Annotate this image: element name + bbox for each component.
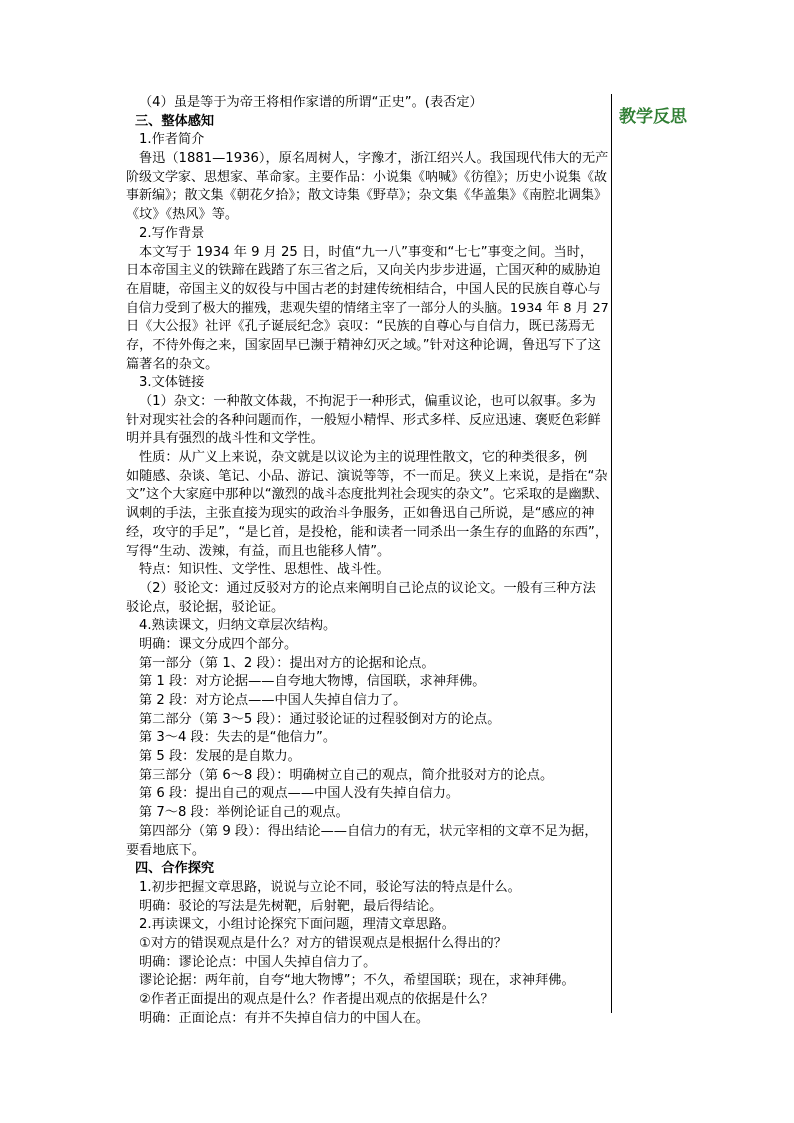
text-line: 如随感、杂谈、笔记、小品、游记、演说等等，不一而足。狭义上来说，是指在“杂 [126,468,608,484]
text-line: 阶级文学家、思想家、革命家。主要作品：小说集《呐喊》《彷徨》；历史小说集《故 [126,169,608,185]
text-line: 特点：知识性、文学性、思想性、战斗性。 [139,562,390,578]
text-line: 写得“生动、泼辣，有益，而且也能移人情”。 [126,543,391,559]
text-line: 第二部分（第 3～5 段）：通过驳论证的过程驳倒对方的论点。 [139,711,501,727]
section-heading: 四、合作探究 [135,861,215,877]
text-line: 针对现实社会的各种问题而作，一般短小精悍、形式多样、反应迅速、褒贬色彩鲜 [126,412,601,428]
text-line: 1.初步把握文章思路，说说与立论不同，驳论写法的特点是什么。 [139,879,521,895]
text-line: 4.熟读课文，归纳文章层次结构。 [139,618,337,634]
text-line: 1.作者简介 [139,132,205,148]
column-divider [611,94,612,1013]
text-line: 第 2 段：对方论点——中国人失掉自信力了。 [139,693,407,708]
text-line: 自信力受到了极大的摧残，悲观失望的情绪主宰了一部分人的头脑。1934 年 8 月 27 [126,300,609,316]
text-line: 日《大公报》社评《孔子诞辰纪念》哀叹：“民族的自尊心与自信力，既已荡焉无 [126,319,595,335]
text-line: 在眉睫，帝国主义的奴役与中国古老的封建传统相结合，中国人民的民族自尊心与 [126,281,601,297]
text-line: 本文写于 1934 年 9 月 25 日，时值“九一八”事变和“七七”事变之间。当时， [139,244,594,260]
text-line: 第 7～8 段：举例论证自己的观点。 [139,805,349,821]
text-line: 《坟》《热风》等。 [126,207,239,223]
text-line: 存，不待外侮之来，国家固早已濒于精神幻灭之域。”针对这种论调，鲁迅写下了这 [126,337,601,353]
text-line: 第 3～4 段：失去的是“他信力”。 [139,730,337,746]
text-line: 要看地底下。 [126,842,206,858]
text-line: 驳论点，驳论据，驳论证。 [126,599,285,615]
text-line: 第 1 段：对方论据——自夸地大物博，信国联，求神拜佛。 [139,674,486,690]
text-line: 鲁迅（1881—1936），原名周树人，字豫才，浙江绍兴人。我国现代伟大的无产 [139,151,609,167]
text-line: 明确：谬论论点：中国人失掉自信力了。 [139,954,377,970]
text-line: 明并具有强烈的战斗性和文学性。 [126,431,324,447]
text-line: 第三部分（第 6～8 段）：明确树立自己的观点，简介批驳对方的论点。 [139,767,554,783]
text-line: 谬论论据：两年前，自夸“地大物博”；不久，希望国联；现在，求神拜佛。 [139,973,575,989]
text-line: 第 6 段：提出自己的观点——中国人没有失掉自信力。 [139,786,460,802]
text-line: 篇著名的杂文。 [126,356,219,372]
text-line: 3.文体链接 [139,375,205,391]
text-line: 经，攻守的手足”，“是匕首，是投枪，能和读者一同杀出一条生存的血路的东西”， [126,524,609,540]
text-line: 2.写作背景 [139,225,205,241]
text-line: 日本帝国主义的铁蹄在践踏了东三省之后，又向关内步步进逼，亡国灭种的威胁迫 [126,263,601,279]
text-line: 文”这个大家庭中那种以“激烈的战斗态度批判社会现实的杂文”。它采取的是幽默、 [126,487,609,503]
text-line: 第一部分（第 1、2 段）：提出对方的论据和论点。 [139,655,435,671]
text-line: （4）虽是等于为帝王将相作家谱的所谓“正史”。(表否定） [139,95,483,110]
text-line: 第四部分（第 9 段）：得出结论——自信力的有无，状元宰相的文章不足为据， [139,823,598,839]
text-line: ①对方的错误观点是什么？对方的错误观点是根据什么得出的？ [139,935,507,951]
text-line: 明确：课文分成四个部分。 [139,636,298,652]
text-line: 事新编》；散文集《朝花夕拾》；散文诗集《野草》；杂文集《华盖集》《南腔北调集》 [126,188,608,204]
reflection-heading: 教学反思 [619,107,687,127]
text-line: （2）驳论文：通过反驳对方的论点来阐明自己论点的议论文。一般有三种方法 [139,580,596,596]
text-line: ②作者正面提出的观点是什么？作者提出观点的依据是什么？ [139,992,494,1007]
text-line: 第 5 段：发展的是自欺力。 [139,749,301,765]
section-heading: 三、整体感知 [135,113,215,129]
text-line: 明确：正面论点：有并不失掉自信力的中国人在。 [139,1010,430,1026]
text-line: （1）杂文：一种散文体裁，不拘泥于一种形式，偏重议论，也可以叙事。多为 [139,394,596,409]
text-line: 明确：驳论的写法是先树靶，后射靶，最后得结论。 [139,898,443,914]
text-line: 讽刺的手法，主张直接为现实的政治斗争服务，正如鲁迅自己所说，是“感应的神 [126,506,595,522]
lesson-content [126,94,610,1028]
text-line: 性质：从广义上来说，杂文就是以议论为主的说理性散文，它的种类很多，例 [139,450,588,466]
text-line: 2.再读课文，小组讨论探究下面问题，理清文章思路。 [139,917,455,933]
